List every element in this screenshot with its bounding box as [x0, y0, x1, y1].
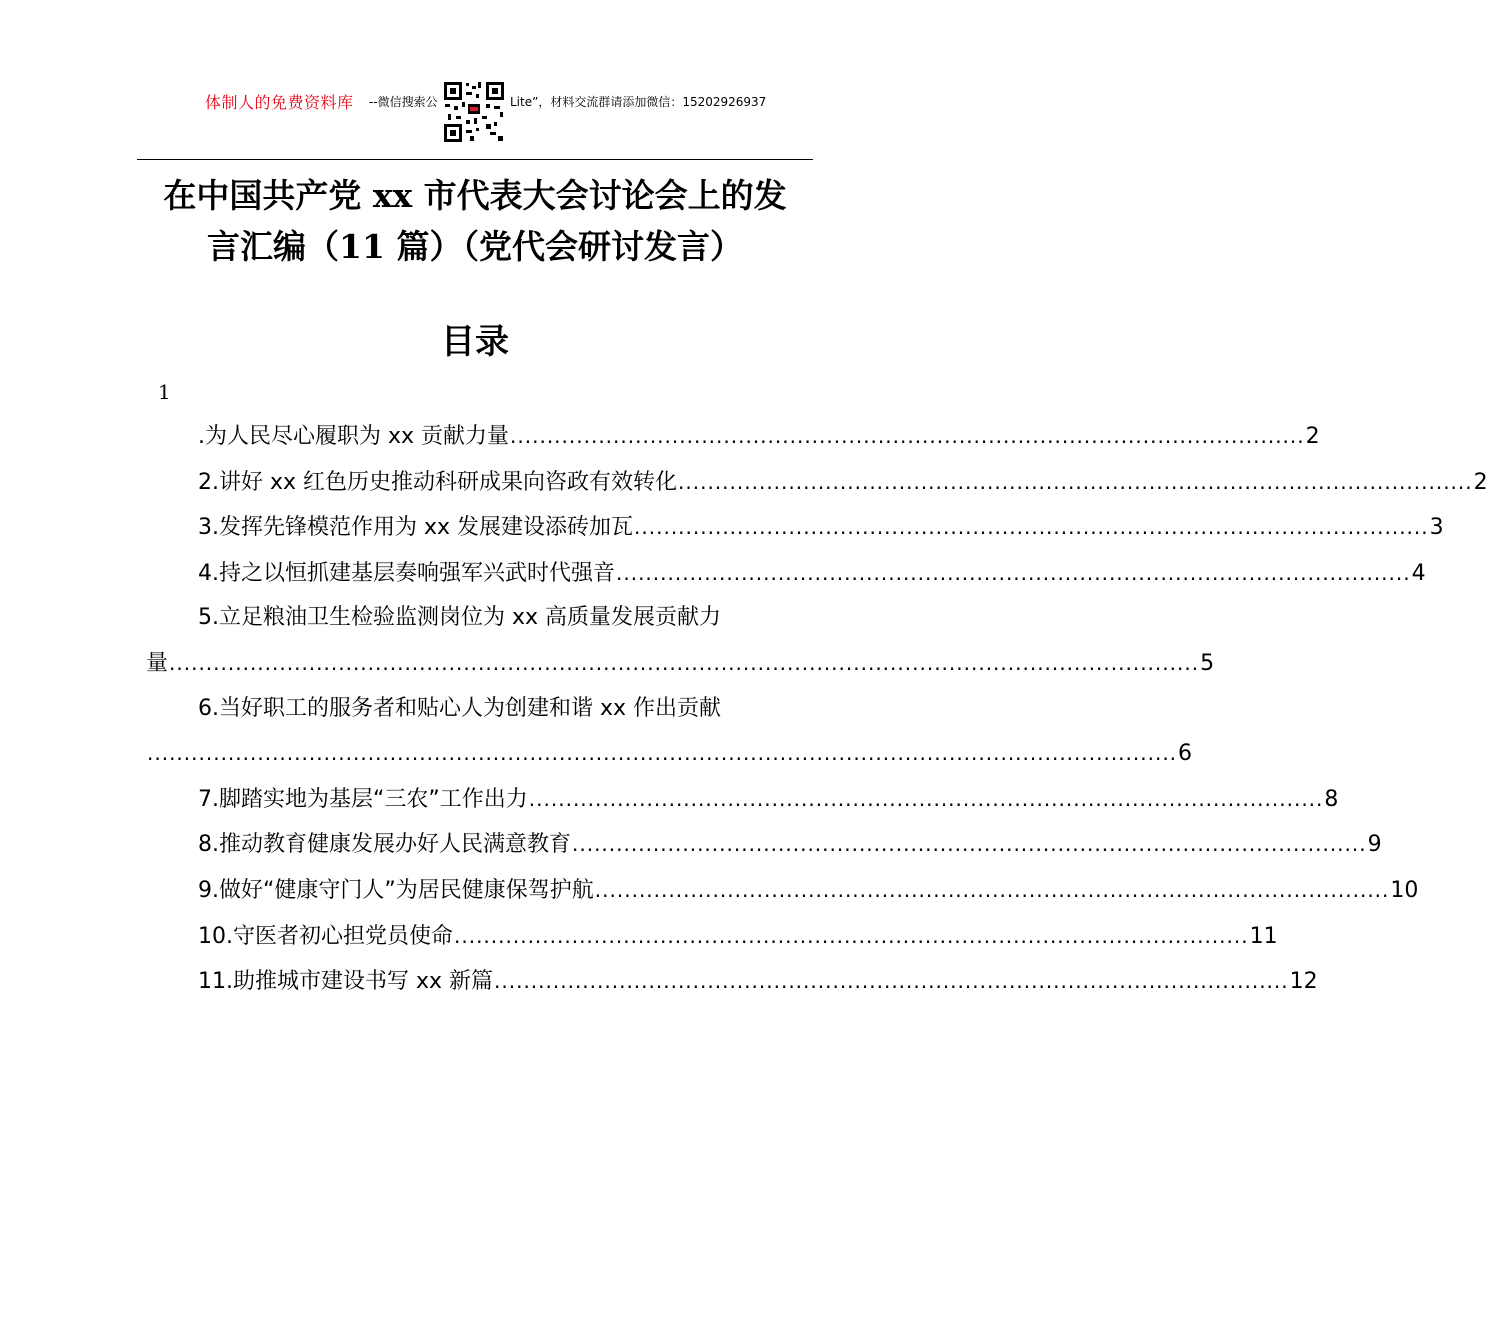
toc-leader: ............................................................................................................	[594, 877, 1390, 902]
title-line-1: 在中国共产党 xx 市代表大会讨论会上的发	[163, 176, 787, 215]
toc-item-text: 8.推动教育健康发展办好人民满意教育	[198, 832, 571, 858]
search-hint: --微信搜索公	[369, 95, 438, 109]
toc-leader: ............................................................................................................................................	[147, 741, 1178, 766]
qr-code-icon	[442, 80, 506, 144]
toc-item-page: 5	[1200, 650, 1215, 676]
toc-leader: ............................................................................................................	[510, 424, 1305, 448]
toc-item-text: 6.当好职工的服务者和贴心人为创建和谐 xx 作出贡献	[198, 695, 722, 721]
toc-item-page: 10	[1390, 877, 1419, 903]
toc-item[interactable]	[146, 959, 1318, 1005]
toc-item[interactable]	[146, 505, 1444, 551]
toc-item[interactable]	[146, 914, 1278, 960]
toc-leader: ............................................................................................................................................	[169, 650, 1200, 675]
toc-item-text-cont: 量	[146, 650, 169, 676]
toc-leader: ............................................................................................................	[494, 969, 1289, 994]
toc-leader: ............................................................................................................	[528, 786, 1324, 811]
toc-item-text: 3.发挥先锋模范作用为 xx 发展建设添砖加瓦	[198, 515, 634, 541]
toc-item[interactable]	[146, 551, 1426, 597]
contact-hint: Lite”，材料交流群请添加微信：15202926937	[510, 95, 767, 109]
toc-item-text: 5.立足粮油卫生检验监测岗位为 xx 高质量发展贡献力	[198, 605, 722, 631]
toc-item[interactable]	[146, 777, 1339, 823]
toc-item-page: 6	[1178, 741, 1193, 767]
toc-item[interactable]	[146, 460, 1488, 506]
toc-item-page: 8	[1324, 786, 1339, 812]
toc-item[interactable]	[146, 414, 1320, 460]
toc-item[interactable]	[146, 687, 1193, 777]
toc-item-page: 11	[1249, 923, 1278, 949]
toc-item[interactable]	[146, 822, 1382, 868]
toc-item-page: 2	[1305, 424, 1320, 449]
toc-leader: ............................................................................................................	[572, 832, 1367, 857]
toc-item-text: .为人民尽心履职为 xx 贡献力量	[198, 424, 510, 449]
toc-item-page: 3	[1429, 515, 1444, 541]
toc-leader: ............................................................................................................	[678, 469, 1473, 494]
toc-heading: 目录	[441, 322, 509, 362]
toc-item[interactable]	[146, 868, 1419, 914]
toc-item-text: 7.脚踏实地为基层“三农”工作出力	[198, 786, 528, 812]
table-of-contents	[146, 414, 1488, 1005]
stray-number: 1	[158, 380, 171, 404]
toc-leader: ............................................................................................................	[616, 560, 1411, 585]
toc-item-page: 4	[1411, 560, 1426, 586]
toc-item-text: 10.守医者初心担党员使命	[198, 923, 453, 949]
toc-item-text: 4.持之以恒抓建基层奏响强军兴武时代强音	[198, 560, 615, 586]
toc-item[interactable]	[146, 596, 1215, 686]
toc-item-text: 9.做好“健康守门人”为居民健康保驾护航	[198, 877, 594, 903]
toc-item-page: 2	[1473, 469, 1488, 495]
title-line-2: 言汇编（11 篇）（党代会研讨发言）	[207, 227, 743, 266]
toc-item-text: 2.讲好 xx 红色历史推动科研成果向咨政有效转化	[198, 469, 678, 495]
toc-leader: ............................................................................................................	[454, 923, 1249, 948]
page-header	[0, 80, 950, 146]
header-divider	[137, 159, 813, 160]
page-title	[137, 170, 813, 272]
toc-item-text: 11.助推城市建设书写 xx 新篇	[198, 969, 494, 995]
toc-item-page: 9	[1367, 832, 1382, 858]
brand-text: 体制人的免费资料库	[205, 93, 354, 112]
toc-item-page: 12	[1289, 969, 1318, 995]
toc-leader: ............................................................................................................	[634, 515, 1429, 540]
